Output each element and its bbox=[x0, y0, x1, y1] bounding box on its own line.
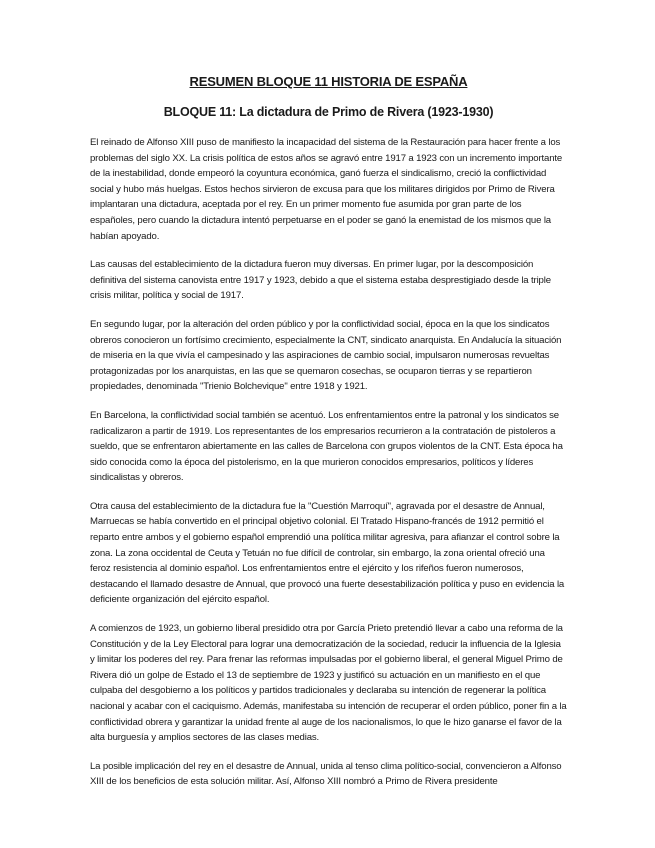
paragraph-intro: El reinado de Alfonso XIII puso de manifiesto la incapacidad del sistema de la Restauración para hacer frente a los problemas del siglo XX. La crisis política de estos años se agravó entre 1917 a 1923 con un incremento importante de la inestabilidad, donde empeoró la coyuntura económica, ganó fuerza el sindicalismo, creció la conflictividad social y hubo más huelgas. Estos hechos sirvieron de excusa para que los militares dirigidos por Primo de Rivera implantaran una dictadura, aceptada por el rey. En un primer momento fue asumida por gran parte de los españoles, pero cuando la dictadura intentó perpetuarse en el poder se ganó la enemistad de los mismos que la habían apoyado. bbox=[90, 137, 563, 242]
document-subtitle: BLOQUE 11: La dictadura de Primo de Rivera (1923-1930) bbox=[163, 105, 494, 119]
paragraph-causes: Las causas del establecimiento de la dictadura fueron muy diversas. En primer lugar, por la descomposición definitiva del sistema canovista entre 1917 y 1923, debido a que el sistema estaba desprestigiado desde la triple crisis militar, política y social de 1917. bbox=[90, 259, 551, 302]
document-title: RESUMEN BLOQUE 11 HISTORIA DE ESPAÑA bbox=[189, 74, 468, 89]
paragraph-coup: A comienzos de 1923, un gobierno liberal presidido otra por García Prieto pretendió llevar a cabo una reforma de la Constitución y de la Ley Electoral para lograr una democratización de la sociedad, reducir la influencia de la Iglesia y limitar los poderes del rey. Para frenar las reformas impulsadas por el gobierno liberal, el general Miguel Primo de Rivera dió un golpe de Estado el 13 de septiembre de 1923 y justificó su actuación en un manifiesto en el que culpaba del desgobierno a los políticos y partidos tradicionales y declaraba su intención de regenerar la política nacional y acabar con el caciquismo. Además, manifestaba su intención de recuperar el orden público, poner fin a la conflictividad obrera y garantizar la unidad frente al auge de los nacionalismos, lo que le hizo ganarse el favor de la alta burguesía y amplios sectores de las clases medias. bbox=[90, 623, 567, 744]
paragraph-public-order: En segundo lugar, por la alteración del orden público y por la conflictividad social, época en la que los sindicatos obreros conocieron un fortísimo crecimiento, especialmente la CNT, sindicato anarquista. En Andalucía la situación de miseria en la que vivía el campesinado y las aspiraciones de cambio social, impulsaron numerosas revueltas protagonizadas por los anarquistas, en las que se quemaron cosechas, se ocuparon tierras y se repartieron propiedades, denominada "Trienio Bolchevique" entre 1918 y 1921. bbox=[90, 318, 562, 393]
paragraph-barcelona: En Barcelona, la conflictividad social también se acentuó. Los enfrentamientos entre la patronal y los sindicatos se radicalizaron a partir de 1919. Los representantes de los empresarios recurrieron a la contratación de pistoleros a sueldo, que se enfrentaron abiertamente en las calles de Barcelona con grupos violentos de la CNT. Esta época ha sido conocida como la época del pistolerismo, en la que murieron conocidos empresarios, políticos y líderes sindicalistas y obreros. bbox=[90, 409, 563, 484]
paragraph-king: La posible implicación del rey en el desastre de Annual, unida al tenso clima político-social, convencieron a Alfonso XIII de los beneficios de esta solución militar. Así, Alfonso XIII nombró a Primo de Rivera presidente bbox=[90, 760, 562, 788]
paragraph-morocco: Otra causa del establecimiento de la dictadura fue la "Cuestión Marroquí", agravada por el desastre de Annual, Marruecas se había convertido en el principal objetivo colonial. El Tratado Hispano-francés de 1912 permitió el reparto entre ambos y el gobierno español emprendió una política militar agresiva, para afianzar el control sobre la zona. La zona occidental de Ceuta y Tetuán no fue difícil de controlar, sin embargo, la zona oriental ofreció una feroz resistencia al dominio español. Los enfrentamientos entre el ejército y los rifeños fueron numerosos, destacando el llamado desastre de Annual, que provocó una fuerte desestabilización política y puso en evidencia la deficiente organización del ejército español. bbox=[90, 500, 565, 606]
